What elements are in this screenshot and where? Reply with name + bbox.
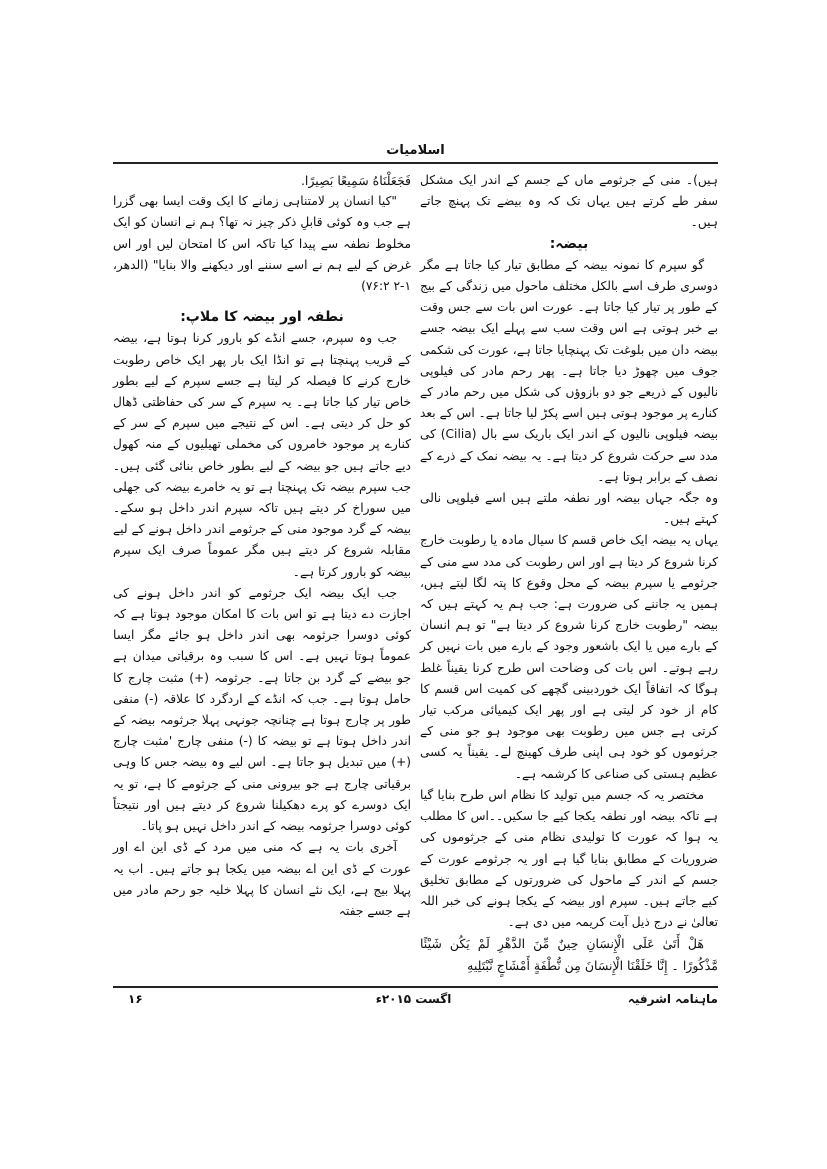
paragraph-dna: آخری بات یہ ہے کہ منی میں مرد کے ڈی این اے اور عورت کے ڈی این اے بیضہ میں یکجا ہو جاتے ہیں۔ اب یہ پہلا بیج ہے، ایک نئے انسان کا پہلا خلیہ جو رحم مادر میں ہے جسے جفتہ bbox=[113, 840, 411, 918]
header-rule bbox=[113, 162, 718, 164]
footer-issue-date: اگست ۲۰۱۵ء bbox=[375, 992, 452, 1006]
paragraph-summary: مختصر یہ کہ جسم میں تولید کا نظام اس طرح بنایا گیا ہے تاکہ بیضہ اور نطفہ یکجا کیے جا سکیں۔۔اس کا مطلب یہ ہوا کہ عورت کا تولیدی نظام منی کے جرثوموں کی ضروریات کے مطابق بنایا گیا ہے اور یہ جرثومے عورت کے جسم کے اندر کے ماحول کی ضرورتوں کے مطابق تخلیق کیے جاتے ہیں۔ سپرم اور بیضہ کے یکجا ہونے کی خبر اللہ تعالیٰ نے درج ذیل آیت کریمہ میں دی ہے۔ bbox=[420, 787, 718, 930]
section-heading-bayza: بیضہ: bbox=[549, 235, 589, 252]
paragraph-fluid: یہاں یہ بیضہ ایک خاص قسم کا سیال مادہ یا رطوبت خارج کرنا شروع کر دیتا ہے اور اس رطوبت کی مدد سے منی کے جرثومے یا سپرم بیضہ کے محل وقوع کا پتہ لگا لیتے ہیں، ہمیں یہ جاننے کی ضرورت ہے: جب ہم یہ کہتے ہیں کہ بیضہ "رطوبت خارج کرنا شروع کر دیتا ہے" تو ہم انسان کے بارے میں یا ایک باشعور وجود کے بارے میں بات نہیں کر رہے ہوتے۔ اس بات کی وضاحت اس طرح کرنا یقیناً غلط ہوگا کہ اتفاقاً ایک خوردبینی گچھے کی کمیت اس قسم کا کام از خود کر لیتی ہے اور پھر ایک کیمیائی مرکب تیار کرتی ہے جس میں رطوبت بھی موجود ہو جو منی کے جرثوموں کو خود ہی اپنی طرف کھینچ لے۔ یقیناً یہ کسی عظیم ہستی کی صناعی کا کرشمہ ہے۔ bbox=[420, 533, 718, 781]
continuation-paragraph: ہیں)۔ منی کے جرثومے ماں کے جسم کے اندر ایک مشکل سفر طے کرتے ہیں یہاں تک کہ وہ بیضے تک پہنچ جاتے ہیں۔ bbox=[420, 173, 718, 230]
paragraph-charge: جب ایک بیضہ ایک جرثومے کو اندر داخل ہونے کی اجازت دے دیتا ہے تو اس بات کا امکان موجود ہوتا ہے کہ کوئی دوسرا جرثومہ بھی اندر داخل ہو جائے مگر ایسا عموماً ہوتا نہیں ہے۔ اس کا سبب وہ برقیاتی میدان ہے جو بیضے کے گرد بن جاتا ہے۔ جرثومہ (+) مثبت چارج کا حامل ہوتا ہے۔ جب کہ انڈے کے اردگرد کا علاقہ (-) منفی طور پر چارج ہوتا ہے چنانچہ جونہی پہلا جرثومہ بیضہ کے اندر داخل ہوتا ہے تو بیضہ کا (-) منفی چارج 'مثبت چارج (+) میں تبدیل ہو جاتا ہے۔ اس لیے وہ بیضہ جس کا وہی برقیاتی چارج ہے جو بیرونی منی کے جرثومے کا ہے، تو یہ ایک دوسرے کو پرے دھکیلنا شروع کر دیتے ہیں اور نتیجتاً کوئی دوسرا جرثومہ بیضہ کے اندر داخل نہیں ہو پاتا۔ bbox=[113, 585, 411, 834]
quran-verse: هَلْ أَتَىٰ عَلَى الْإِنسَانِ حِينٌ مِّنَ الدَّهْرِ لَمْ يَكُن شَيْئًا مَّذْكُورًا ۔ إِنَّا خَلَقْنَا الْإِنسَانَ مِن نُّطْفَةٍ أَمْشَاجٍ نَّبْتَلِيهِ bbox=[420, 936, 718, 973]
quran-verse-end: فَجَعَلْنَاهُ سَمِيعًا بَصِيرًا. bbox=[300, 173, 411, 188]
running-header-title: اسلامیات bbox=[386, 143, 445, 158]
paragraph-union: جب وہ سپرم، جسے انڈے کو بارور کرنا ہوتا ہے، بیضہ کے قریب پہنچتا ہے تو انڈا ایک بار پھر ایک خاص رطوبت خارج کرنے کا فیصلہ کر لیتا ہے جسے سپرم کے لیے بطور خاص تیار کیا جاتا ہے۔ یہ سپرم کے سر کی حفاظتی ڈھال کو حل کر دیتی ہے۔ اس کے نتیجے میں سپرم کے سر کے کنارے پر موجود خامروں کی مخملی تھیلیوں کے منہ کھول دیے جاتے ہیں جو بیضہ کے لیے بطور خاص بنائی گئی ہیں۔ جب سپرم بیضہ تک پہنچتا ہے تو یہ خامرے بیضہ کی جھلی میں سوراخ کر دیتے ہیں تاکہ سپرم اندر داخل ہو سکے۔ بیضہ کے گرد موجود منی کے جرثومے اندر داخل ہونے کے لیے مقابلہ شروع کر دیتے ہیں مگر عموماً صرف ایک سپرم بیضہ کو بارور کرتا ہے۔ bbox=[113, 331, 411, 579]
section-heading-union: نطفہ اور بیضہ کا ملاپ: bbox=[180, 309, 344, 326]
verse-translation: "کیا انسان پر لامتناہی زمانے کا ایک وقت ایسا بھی گزرا ہے جب وہ کوئی قابلِ ذکر چیز نہ تھا؟ ہم نے انسان کو ایک مخلوط نطفہ سے پیدا کیا تاکہ اس کا امتحان لیں اور اس غرض کے لیے ہم نے اسے سننے اور دیکھنے والا بنایا" (الدھر، ۱-۲ ۷۶:۲) bbox=[113, 194, 411, 294]
footer-magazine-name: ماہنامہ اشرفیہ bbox=[627, 992, 718, 1006]
footer-rule bbox=[113, 986, 718, 988]
paragraph-fallopian: وہ جگہ جہاں بیضہ اور نطفہ ملتے ہیں اسے فیلوپی نالی کہتے ہیں۔ bbox=[420, 491, 718, 527]
paragraph-bayza: گو سپرم کا نمونہ بیضہ کے مطابق تیار کیا جاتا ہے مگر دوسری طرف اسے بالکل مختلف ماحول میں زندگی کے بیج کے طور پر تیار کیا جاتا ہے۔ عورت اس بات سے جس وقت بے خبر ہوتی ہے اس وقت سب سے پہلے ایک بیضہ جسے بیضہ دان میں بلوغت تک پہنچایا جاتا ہے، عورت کی شکمی جوف میں چھوڑ دیا جاتا ہے۔ پھر رحم مادر کی فیلوپی نالیوں کے ذریعے جو دو بازوؤں کی شکل میں رحم مادر کے کنارے پر موجود ہوتی ہیں اسے پکڑ لیا جاتا ہے۔ اس کے بعد بیضہ فیلوپی نالیوں کے اندر ایک باریک سے بال (Cilia) کی مدد سے حرکت شروع کر دیتا ہے۔ یہ بیضہ نمک کے ذرے کے نصف کے برابر ہوتا ہے۔ bbox=[420, 257, 719, 484]
left-column bbox=[113, 170, 411, 922]
footer-page-number: ۱۶ bbox=[128, 992, 143, 1006]
right-column bbox=[420, 170, 718, 976]
